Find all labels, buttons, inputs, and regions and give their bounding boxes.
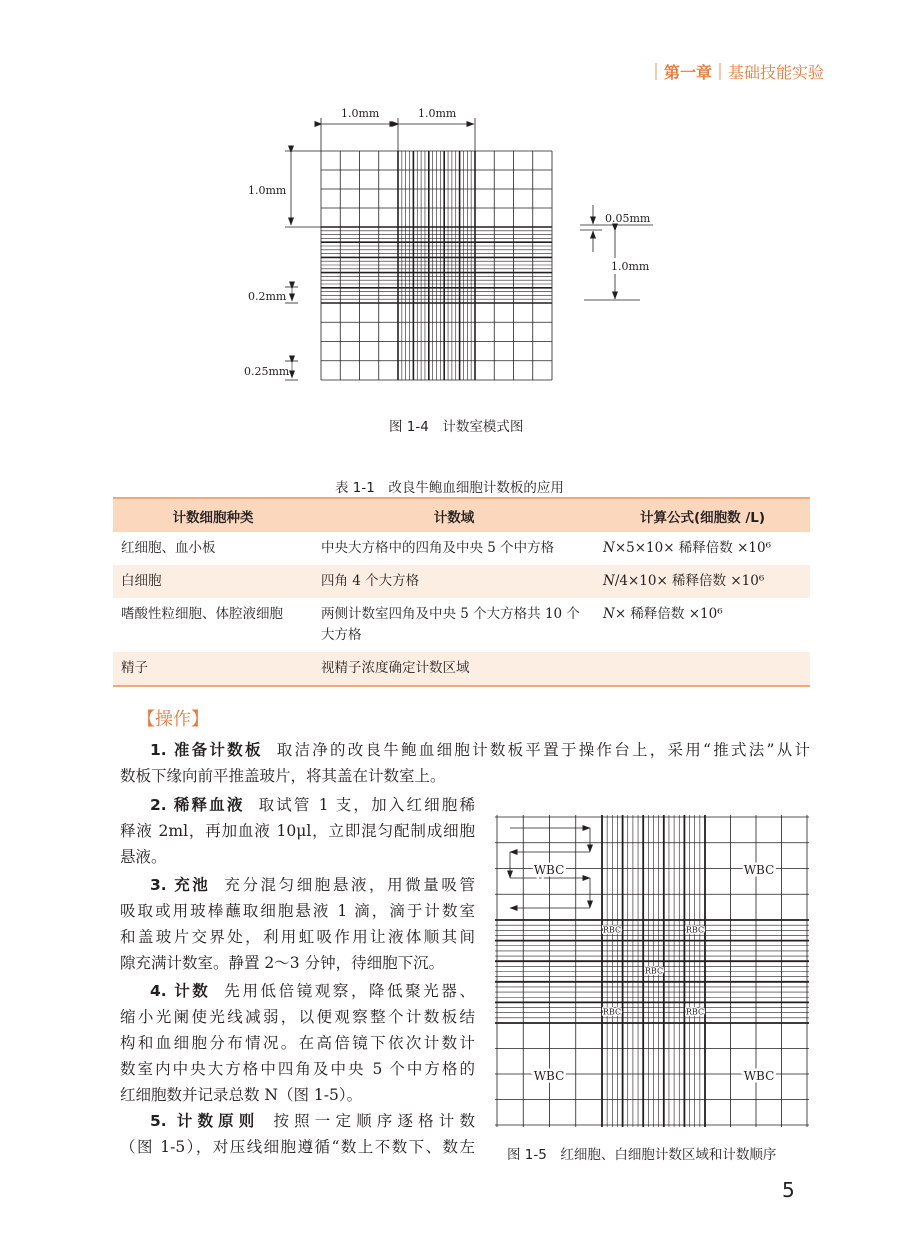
formula-variable: N — [603, 573, 615, 589]
page-number: 5 — [782, 1178, 795, 1202]
section-title-operation: 【操作】 — [137, 709, 209, 730]
formula-variable: N — [603, 606, 615, 622]
step-title: 计数 — [174, 982, 211, 1000]
paragraph-step-1 — [120, 737, 810, 789]
table-row — [113, 565, 810, 598]
text-line: 构和血细胞分布情况。在高倍镜下依次计数计 — [120, 1034, 475, 1052]
step-title: 计数原则 — [176, 1112, 260, 1130]
step-number: 3. — [150, 876, 167, 894]
figure-1-4-caption: 图 1-4 计数室模式图 — [389, 419, 524, 435]
count-area: 视精子浓度确定计数区域 — [313, 652, 595, 686]
text-line: 数板下缘向前平推盖玻片，将其盖在计数室上。 — [120, 767, 446, 785]
wbc-label: WBC — [743, 1069, 775, 1083]
step-number: 4. — [150, 982, 167, 1000]
table-1-1-caption: 表 1-1 改良牛鲍血细胞计数板的应用 — [335, 480, 564, 496]
figure-1-5-labels — [534, 863, 775, 1083]
cell-type: 红细胞、血小板 — [121, 540, 216, 556]
dim-label-right-big: 1.0mm — [611, 260, 650, 273]
step-number: 5. — [150, 1112, 167, 1130]
paragraph-step-2 — [120, 792, 475, 870]
table-row — [113, 652, 810, 686]
text-line-content: 按照一定顺序逐格计数 — [273, 1112, 475, 1130]
wbc-label: WBC — [533, 1069, 565, 1083]
figure-1-5-caption: 图 1-5 红细胞、白细胞计数区域和计数顺序 — [507, 1147, 777, 1163]
paragraph-step-5 — [120, 1108, 475, 1160]
text-line: 隙充满计数室。静置 2～3 分钟，待细胞下沉。 — [120, 954, 445, 972]
text-line-content: 取洁净的改良牛鲍血细胞计数板平置于操作台上，采用“推式法”从计 — [276, 741, 810, 759]
text-line — [120, 1108, 475, 1134]
wbc-label: WBC — [743, 863, 775, 877]
dim-label-left-small: 0.25mm — [244, 365, 290, 378]
text-line: 悬液。 — [120, 848, 167, 866]
formula-text: × 稀释倍数 ×10⁶ — [614, 606, 723, 622]
text-line: 和盖玻片交界处，利用虹吸作用让液体顺其间 — [120, 928, 475, 946]
table-row — [113, 598, 810, 652]
text-line: （图 1-5），对压线细胞遵循“数上不数下、数左 — [120, 1138, 475, 1156]
table-row — [113, 532, 810, 565]
step-title: 充池 — [174, 876, 211, 894]
dim-label-top-left: 1.0mm — [341, 107, 380, 120]
count-area: 两侧计数室四角及中央 5 个大方格共 10 个大方格 — [321, 606, 580, 643]
rbc-label: RBC — [602, 1007, 622, 1017]
text-line — [120, 978, 475, 1004]
text-line-content: 先用低倍镜观察，降低聚光器、 — [224, 982, 475, 1000]
rbc-label: RBC — [644, 966, 664, 976]
rbc-label: RBC — [685, 925, 705, 935]
formula — [595, 532, 810, 565]
dim-label-left-medium: 0.2mm — [248, 290, 287, 303]
text-line — [120, 792, 475, 818]
step-number: 2. — [150, 796, 167, 814]
formula — [595, 598, 810, 652]
step-title: 准备计数板 — [173, 741, 263, 759]
text-line: 吸取或用玻棒蘸取细胞悬液 1 滴，滴于计数室 — [120, 902, 475, 920]
chapter-title: 基础技能实验 — [728, 63, 825, 82]
text-line-content: 充分混匀细胞悬液，用微量吸管 — [224, 876, 475, 894]
dim-label-left-big: 1.0mm — [248, 184, 287, 197]
cell-type: 嗜酸性粒细胞、体腔液细胞 — [121, 606, 283, 622]
text-line-content: 取试管 1 支，加入红细胞稀 — [258, 796, 475, 814]
chapter-label: 第一章 — [664, 63, 713, 82]
count-area: 中央大方格中的四角及中央 5 个中方格 — [321, 540, 555, 556]
cell-counting-table — [113, 497, 810, 687]
step-number: 1. — [150, 741, 167, 759]
formula-variable: N — [603, 540, 615, 556]
paragraph-step-3 — [120, 872, 475, 976]
count-area: 四角 4 个大方格 — [313, 565, 595, 598]
text-line: 数室内中央大方格中四角及中央 5 个中方格的 — [120, 1060, 475, 1078]
figure-1-4-counting-chamber — [285, 118, 653, 380]
formula-text: /4×10× 稀释倍数 ×10⁶ — [614, 573, 765, 589]
dim-label-right-fine: 0.05mm — [605, 212, 651, 225]
formula — [595, 652, 810, 686]
rbc-label: RBC — [602, 925, 622, 935]
rbc-label: RBC — [685, 1007, 705, 1017]
cell-type: 白细胞 — [113, 565, 313, 598]
step-title: 稀释血液 — [173, 796, 245, 814]
text-line: 红细胞数并记录总数 N（图 1-5）。 — [120, 1086, 363, 1104]
cell-type: 精子 — [113, 652, 313, 686]
text-line — [120, 872, 475, 898]
table-header-row — [113, 498, 810, 532]
text-line: 缩小光阑使光线减弱，以便观察整个计数板结 — [120, 1008, 475, 1026]
paragraph-step-4 — [120, 978, 475, 1108]
wbc-label: WBC — [533, 863, 565, 877]
column-header: 计数细胞种类 — [113, 498, 313, 532]
formula-text: ×5×10× 稀释倍数 ×10⁶ — [614, 540, 771, 556]
column-header: 计算公式(细胞数 /L) — [595, 498, 810, 532]
dim-label-top-right: 1.0mm — [418, 107, 457, 120]
text-line — [120, 737, 810, 763]
formula — [595, 565, 810, 598]
text-line: 释液 2ml，再加血液 10μl，立即混匀配制成细胞 — [120, 822, 475, 840]
column-header: 计数域 — [313, 498, 595, 532]
